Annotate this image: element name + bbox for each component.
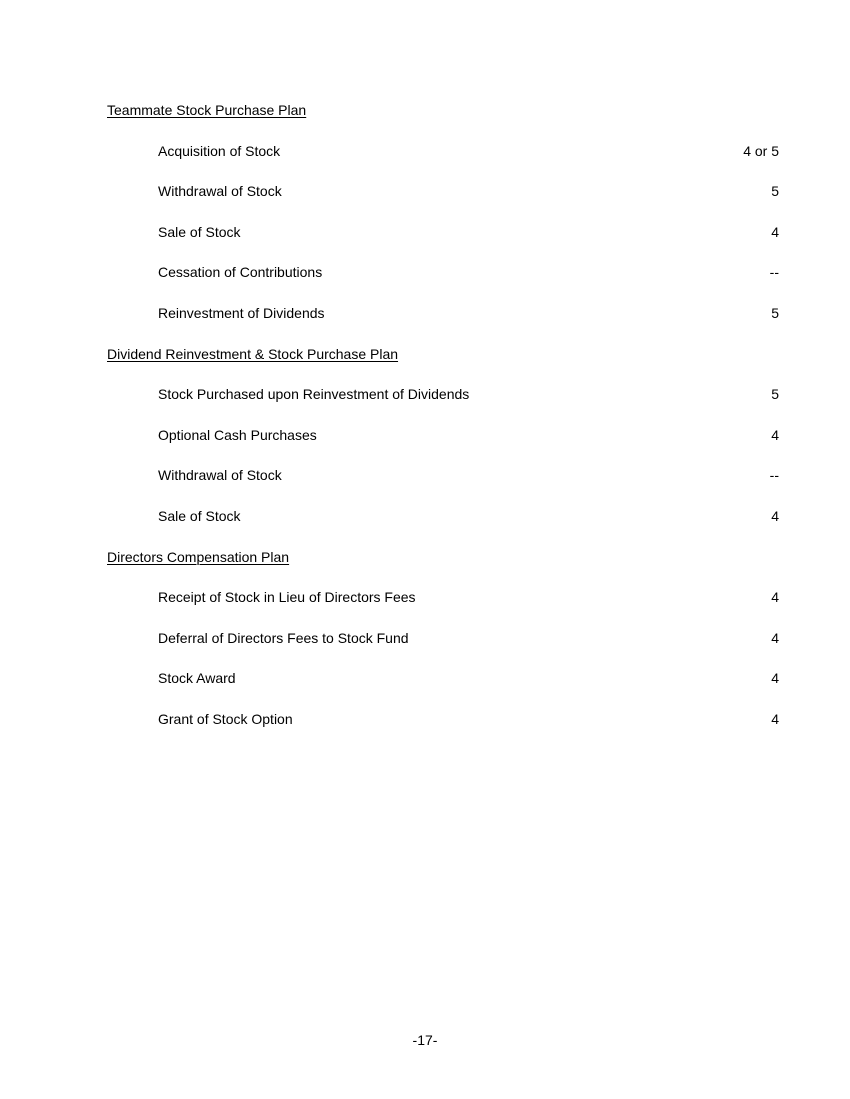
row-value: 5 [771, 183, 779, 200]
row-label: Deferral of Directors Fees to Stock Fund [158, 629, 409, 646]
row-label: Withdrawal of Stock [158, 467, 282, 484]
section-title: Teammate Stock Purchase Plan [107, 102, 307, 118]
row-value: -- [769, 264, 779, 281]
section-teammate-stock-purchase-plan [107, 101, 779, 345]
row-value: 4 [771, 223, 779, 240]
table-row [107, 426, 779, 467]
row-value: 5 [771, 386, 779, 403]
table-row [107, 385, 779, 426]
row-value: -- [769, 467, 779, 484]
row-label: Cessation of Contributions [158, 264, 323, 281]
page-number: -17- [412, 1032, 438, 1048]
row-value: 4 [771, 426, 779, 443]
row-value: 4 [771, 629, 779, 646]
row-value: 4 [771, 710, 779, 727]
row-label: Acquisition of Stock [158, 142, 281, 159]
section-title: Directors Compensation Plan [107, 548, 290, 565]
section-directors-compensation-plan [107, 548, 779, 751]
document-body [107, 101, 779, 751]
section-title: Dividend Reinvestment & Stock Purchase Plan [107, 345, 399, 362]
row-label: Optional Cash Purchases [158, 426, 317, 443]
table-row [107, 669, 779, 710]
row-label: Sale of Stock [158, 223, 241, 240]
table-row [107, 588, 779, 629]
table-row [107, 710, 779, 751]
row-label: Stock Award [158, 670, 236, 687]
table-row [107, 223, 779, 264]
row-label: Sale of Stock [158, 507, 241, 524]
section-dividend-reinvestment-plan [107, 345, 779, 548]
row-value: 4 [771, 670, 779, 687]
row-value: 4 or 5 [743, 142, 779, 159]
table-row [107, 263, 779, 304]
row-value: 5 [771, 304, 779, 321]
row-label: Withdrawal of Stock [158, 183, 282, 200]
table-row [107, 507, 779, 548]
table-row [107, 629, 779, 670]
row-label: Reinvestment of Dividends [158, 304, 325, 321]
table-row [107, 466, 779, 507]
row-label: Receipt of Stock in Lieu of Directors Fees [158, 589, 416, 606]
row-value: 4 [771, 589, 779, 606]
table-row [107, 182, 779, 223]
row-label: Grant of Stock Option [158, 710, 293, 727]
table-row [107, 304, 779, 345]
row-value: 4 [771, 507, 779, 524]
table-row [107, 142, 779, 183]
row-label: Stock Purchased upon Reinvestment of Dividends [158, 386, 470, 403]
